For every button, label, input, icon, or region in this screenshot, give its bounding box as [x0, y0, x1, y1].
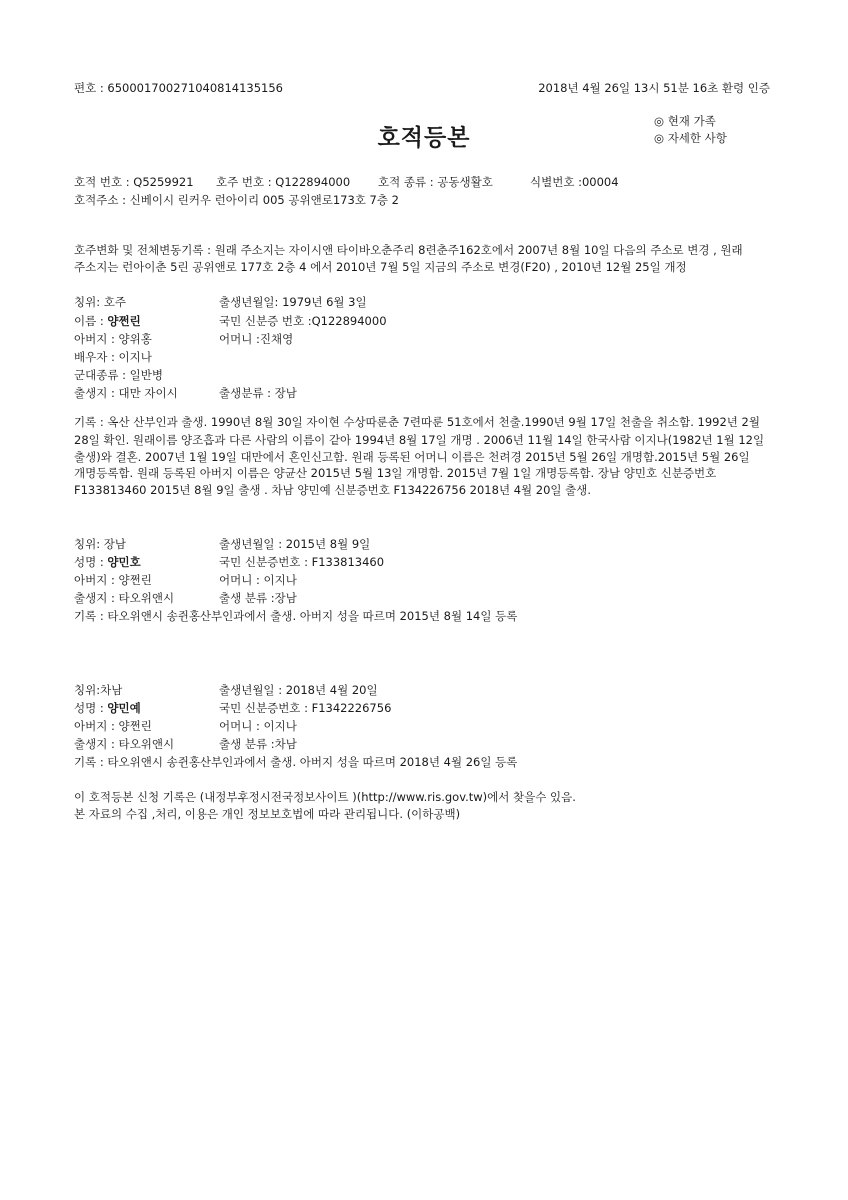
name-label: 성명 : [74, 701, 108, 715]
person-id-number: 국민 신분증번호 : F133813460 [219, 555, 385, 569]
name-label: 성명 : [74, 555, 108, 569]
person-record-line: 개명등록함. 원래 등록된 아버지 이름은 양균산 2015년 5월 13일 개명함. 2015년 7월 1일 개명등록함. 장남 양민호 신분증번호 [74, 466, 717, 480]
person-birth-class: 출생 분류 :장남 [219, 591, 297, 605]
person-record-line: 기록 : 옥산 산부인과 출생. 1990년 8월 30일 자이현 수상따룬춘 7련따룬 51호에서 천출.1990년 9월 17일 천출을 취소함. 1992년 2월 [74, 415, 760, 429]
person-name-field [74, 700, 141, 716]
person-birth-class: 출생분류 : 장남 [219, 386, 297, 400]
person-father: 아버지 : 양위홍 [74, 332, 152, 346]
issue-timestamp: 2018년 4월 26일 13시 51분 16초 환령 인증 [538, 81, 770, 95]
household-number: 호주 번호 : Q122894000 [216, 175, 351, 189]
person-record-line: F133813460 2015년 8월 9일 출생 . 차남 양민예 신분증번호 F134226756 2018년 4월 20일 출생. [74, 483, 592, 497]
option-current-family: ◎ 현재 가족 [654, 114, 716, 128]
registry-number: 호적 번호 : Q5259921 [74, 175, 194, 189]
identification-number: 식별번호 :00004 [530, 175, 619, 189]
registry-type: 호적 종류 : 공동생활호 [378, 175, 493, 189]
change-record-line: 호주변화 및 전체변동기록 : 원래 주소지는 자이시앤 타이바오춘주리 8련춘주162호에서 2007년 8월 10일 다음의 주소로 변경 , 원래 [74, 243, 743, 257]
document-number: 편호 : 650001700271040814135156 [74, 81, 284, 95]
option-detailed-items: ◎ 자세한 사항 [654, 131, 727, 145]
person-birthplace: 출생지 : 대만 자이시 [74, 386, 178, 400]
footer-note: 본 자료의 수집 ,처리, 이용은 개인 정보보호법에 따라 관리됩니다. (이하공백) [74, 807, 461, 821]
person-birth-class: 출생 분류 :차남 [219, 737, 297, 751]
person-record-line: 출생)와 결혼. 2007년 1월 19일 대만에서 혼인신고함. 원래 등록된 어머니 이름은 천려경 2015년 5월 26일 개명함.2015년 5월 26일 [74, 450, 750, 464]
person-relation: 칭위: 호주 [74, 295, 126, 309]
person-relation: 칭위: 장남 [74, 537, 126, 551]
person-id-number: 국민 신분증 번호 :Q122894000 [219, 314, 387, 328]
person-relation: 칭위:차남 [74, 683, 123, 697]
person-name: 양쩐린 [107, 314, 141, 328]
page-title: 호적등본 [377, 125, 471, 151]
person-name-field [74, 554, 141, 570]
person-father: 아버지 : 양쩐린 [74, 719, 152, 733]
person-id-number: 국민 신분증번호 : F1342226756 [219, 701, 392, 715]
registry-address: 호적주소 : 신베이시 린커우 런아이리 005 공위앤로173호 7층 2 [74, 193, 399, 207]
person-birthplace: 출생지 : 타오위앤시 [74, 737, 175, 751]
person-father: 아버지 : 양쩐린 [74, 573, 152, 587]
person-birthplace: 출생지 : 타오위앤시 [74, 591, 175, 605]
name-label: 이름 : [74, 314, 108, 328]
person-mother: 어머니 : 이지나 [219, 719, 297, 733]
person-record: 기록 : 타오위앤시 송쥔홍산부인과에서 출생. 아버지 성을 따르며 2018년 4월 26일 등록 [74, 755, 518, 769]
footer-note: 이 호적등본 신청 기록은 (내정부후정시전국정보사이트 )(http://www.ris.gov.tw)에서 찾을수 있음. [74, 790, 576, 804]
person-birth-date: 출생년월일 : 2018년 4월 20일 [219, 683, 378, 697]
person-name: 양민예 [107, 701, 141, 715]
person-spouse: 배우자 : 이지나 [74, 350, 152, 364]
person-record-line: 28일 확인. 원래이름 양조흡과 다른 사람의 이름이 같아 1994년 8월 17일 개명 . 2006년 11월 14일 한국사람 이지나(1982년 1월 12일 [74, 433, 765, 447]
person-birth-date: 출생년월일 : 2015년 8월 9일 [219, 537, 371, 551]
person-name: 양민호 [107, 555, 141, 569]
change-record-line: 주소지는 런아이춘 5린 공위앤로 177호 2층 4 에서 2010년 7월 5일 지금의 주소로 변경(F20) , 2010년 12월 25일 개정 [74, 260, 687, 274]
person-name-field [74, 313, 141, 329]
person-military: 군대종류 : 일반병 [74, 368, 163, 382]
person-record: 기록 : 타오위앤시 송쥔홍산부인과에서 출생. 아버지 성을 따르며 2015년 8월 14일 등록 [74, 609, 518, 623]
person-birth-date: 출생년월일: 1979년 6월 3일 [219, 295, 367, 309]
person-mother: 어머니 : 이지나 [219, 573, 297, 587]
person-mother: 어머니 :진채영 [219, 332, 294, 346]
